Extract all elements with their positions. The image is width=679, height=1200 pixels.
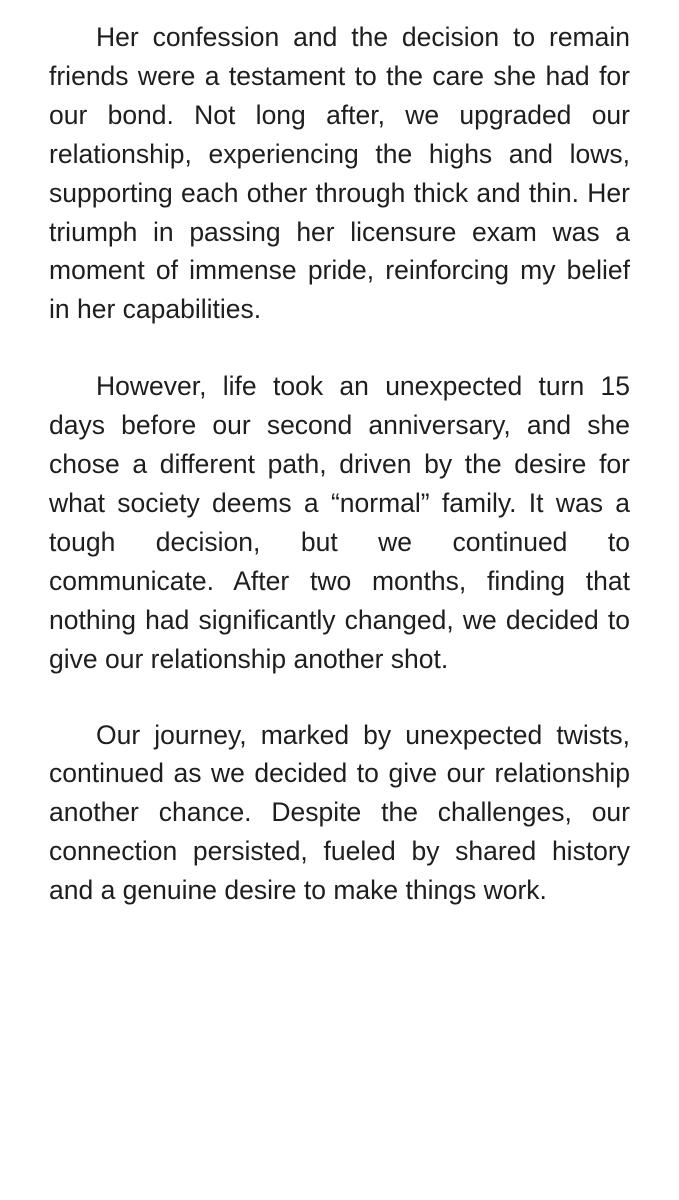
paragraph-journey: Our journey, marked by unexpected twists, continued as we decided to give our relationship another chance. Despite the challenges, our connection persisted, fueled by shared history and a genuine desire to make things work.	[49, 719, 630, 906]
paragraph-unexpected-turn: However, life took an unexpected turn 15 days before our second anniversary, and she chose a different path, driven by the desire for what society deems a “normal” family. It was a tough decision, but we continued to communicate. After two months, finding that nothing had significantly changed, we decided to give our relationship another shot.	[49, 371, 630, 674]
paragraph-confession: Her confession and the decision to remain friends were a testament to the care she had for our bond. Not long after, we upgraded our relationship, experiencing the highs and lows, supporting each other through thick and thin. Her triumph in passing her licensure exam was a moment of immense pride, reinforcing my belief in her capabilities.	[49, 22, 630, 325]
